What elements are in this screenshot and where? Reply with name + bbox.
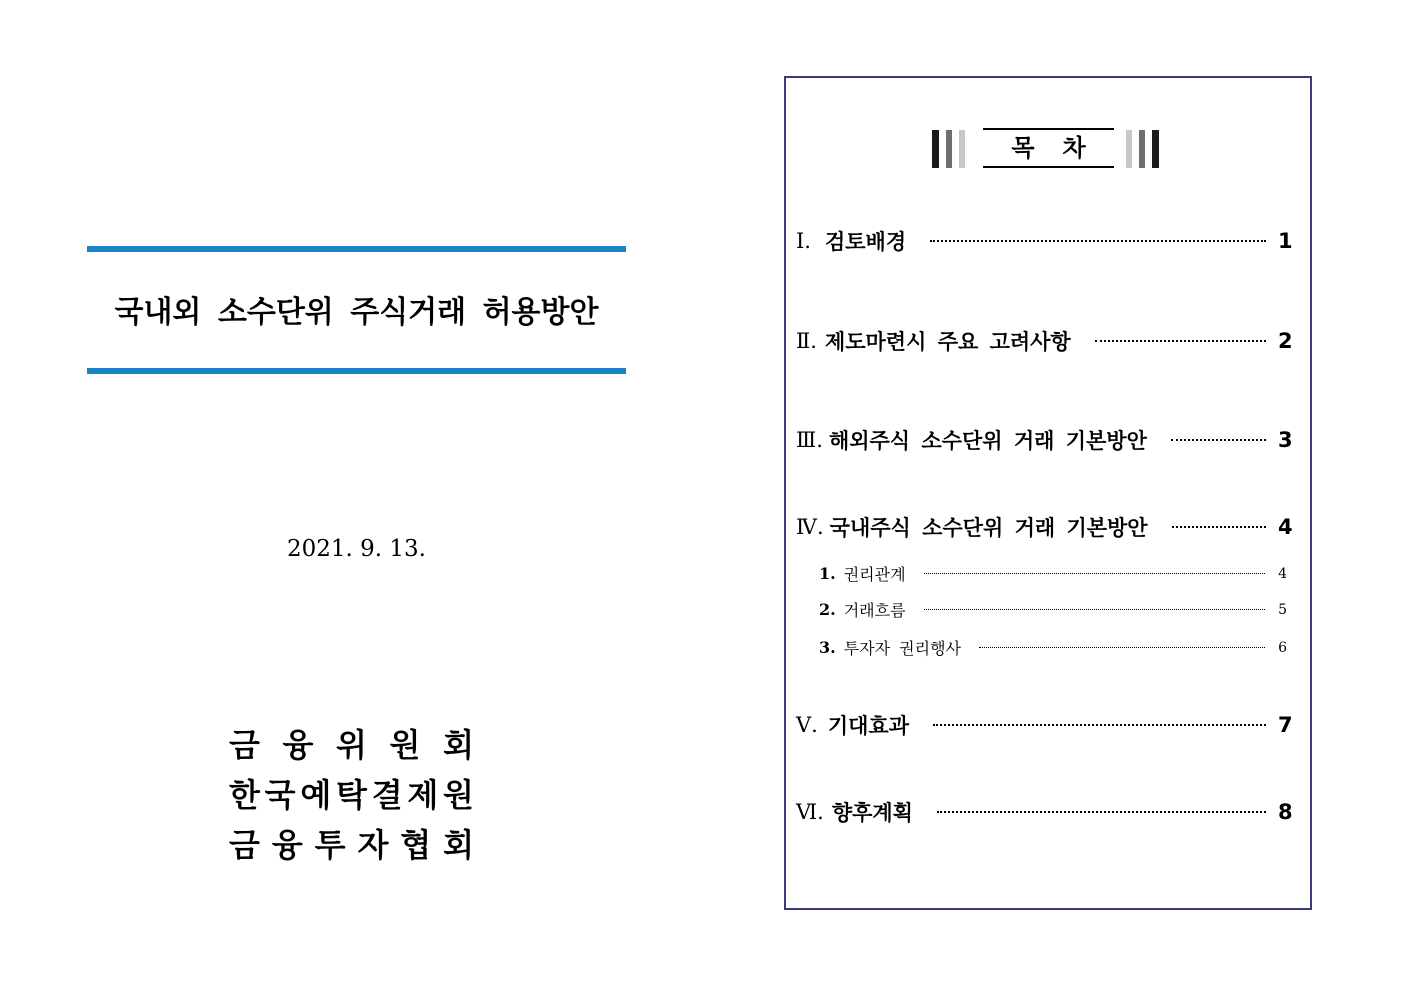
dot-leader: [1095, 340, 1266, 342]
organization-kofia: [229, 822, 474, 872]
org-char: 자: [357, 826, 389, 864]
toc-entry-number: Ⅳ.: [796, 515, 824, 539]
title-bottom-rule: [87, 368, 626, 374]
org-char: 탁: [336, 776, 367, 814]
org-char: 예: [300, 776, 332, 814]
dot-leader: [937, 811, 1266, 813]
toc-frame: [784, 76, 1312, 910]
org-char: 국: [264, 776, 296, 814]
org-char: 금: [229, 726, 260, 764]
toc-subentry[interactable]: [819, 598, 1287, 621]
toc-entry-page: 7: [1278, 713, 1293, 737]
org-char: 융: [271, 826, 303, 864]
toc-entry-page: 4: [1278, 515, 1293, 539]
heading-bars-right-icon: [1126, 130, 1168, 168]
toc-entry-number: Ⅵ.: [796, 800, 824, 824]
dot-leader: [1172, 526, 1266, 528]
org-char: 협: [400, 826, 432, 864]
dot-leader: [930, 240, 1266, 242]
toc-entry-number: Ⅴ.: [796, 713, 818, 737]
toc-entry-label: 검토배경: [824, 230, 907, 254]
toc-entry-label: 기대효과: [827, 714, 909, 738]
org-char: 금: [229, 826, 260, 864]
toc-entry-label: 해외주식 소수단위 거래 기본방안: [828, 429, 1147, 453]
issuing-organizations: [229, 722, 474, 872]
toc-subentry-number: 3.: [819, 638, 836, 657]
org-char: 회: [443, 726, 474, 764]
dot-leader: [1171, 439, 1266, 441]
toc-subentry[interactable]: [819, 562, 1287, 585]
toc-subentry-page: 4: [1278, 565, 1287, 582]
organization-ksd: [229, 772, 474, 822]
dot-leader: [924, 609, 1265, 610]
toc-entry[interactable]: [796, 797, 1293, 827]
org-char: 원: [389, 726, 421, 764]
org-char: 위: [336, 726, 367, 764]
title-top-rule: [87, 246, 626, 252]
toc-subentry-number: 1.: [819, 564, 836, 583]
toc-entry[interactable]: [796, 512, 1293, 542]
toc-subentry[interactable]: [819, 636, 1287, 659]
heading-bars-left-icon: [932, 130, 974, 168]
toc-entry[interactable]: [796, 425, 1293, 455]
document-title: 국내외 소수단위 주식거래 허용방안: [114, 295, 599, 330]
toc-subentry-page: 5: [1278, 601, 1287, 618]
org-char: 원: [443, 776, 474, 814]
toc-entry-label: 향후계획: [831, 801, 913, 825]
toc-entry-label: 국내주식 소수단위 거래 기본방안: [829, 516, 1148, 540]
org-char: 결: [371, 776, 403, 814]
document-date: 2021. 9. 13.: [287, 536, 426, 562]
toc-entry[interactable]: [796, 710, 1293, 740]
toc-entry[interactable]: [796, 226, 1293, 256]
toc-entry-page: 8: [1278, 800, 1293, 824]
org-char: 제: [407, 776, 439, 814]
org-char: 융: [282, 726, 314, 764]
toc-entry-number: Ⅱ.: [796, 329, 817, 353]
toc-subentry-label: 권리관계: [843, 565, 906, 584]
toc-entry-number: Ⅲ.: [796, 428, 823, 452]
dot-leader: [924, 573, 1265, 574]
toc-subentry-page: 6: [1278, 639, 1287, 656]
organization-fsc: [229, 722, 474, 772]
org-char: 한: [229, 776, 260, 814]
toc-subentry-number: 2.: [819, 600, 836, 619]
toc-entry-page: 1: [1278, 229, 1293, 253]
dot-leader: [979, 647, 1265, 648]
toc-subentry-label: 투자자 권리행사: [843, 639, 961, 658]
toc-entry-number: Ⅰ.: [796, 229, 811, 253]
toc-entry-page: 3: [1278, 428, 1293, 452]
toc-entry-page: 2: [1278, 329, 1293, 353]
org-char: 회: [443, 826, 474, 864]
toc-subentry-label: 거래흐름: [843, 601, 906, 620]
org-char: 투: [314, 826, 346, 864]
toc-heading: 목차: [983, 128, 1114, 168]
toc-entry-label: 제도마련시 주요 고려사항: [824, 330, 1071, 354]
dot-leader: [933, 724, 1266, 726]
toc-entry[interactable]: [796, 326, 1293, 356]
